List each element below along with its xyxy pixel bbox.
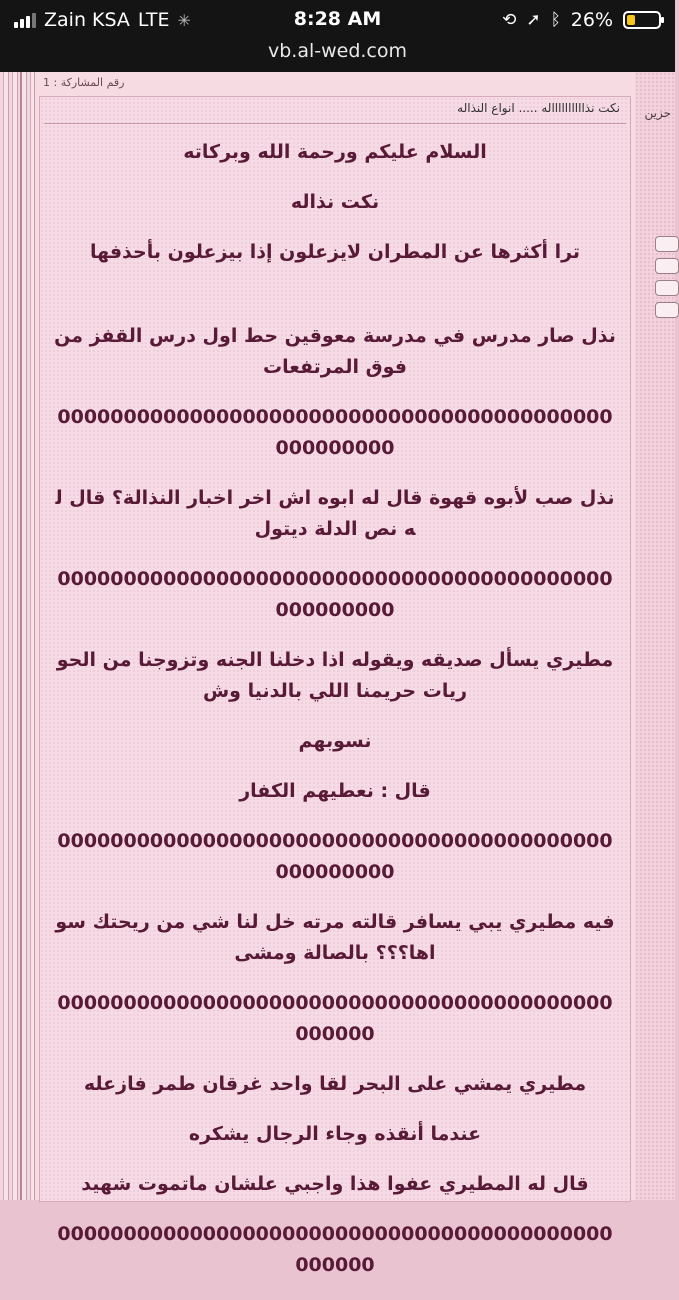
post-frame [34, 72, 636, 1276]
post-number[interactable]: رقم المشاركة : 1 [43, 76, 125, 89]
post-line: فيه مطيري يبي يسافر قالته مرته خل لنا شي من ريحتك سواها؟؟؟ بالصالة ومشى [55, 911, 615, 964]
post-title: نكت نذااااااااااله ..... انواع النذاله [457, 101, 620, 115]
post-line: ترا أكثرها عن المطران لايزعلون إذا بيزعلون بأحذفها [89, 241, 581, 263]
status-bar [0, 0, 675, 72]
user-title: حزين [644, 106, 671, 120]
profile-button[interactable] [655, 258, 679, 274]
address-bar[interactable]: vb.al-wed.com [267, 40, 408, 62]
battery-icon [623, 11, 661, 29]
orientation-lock-icon: ⟲ [502, 10, 517, 30]
post-line: مطيري يسأل صديقه ويقوله اذا دخلنا الجنه وتزوجنا من الحوريات حريمنا اللي بالدنيا وش [56, 649, 614, 702]
location-icon: ➚ [526, 10, 541, 30]
profile-button[interactable] [655, 302, 679, 318]
profile-button[interactable] [655, 236, 679, 252]
battery-fill [627, 15, 635, 25]
post-line: 000000000000000000000000000000000000000000000000000 [57, 406, 613, 459]
post-line: عندما أنقذه وجاء الرجال يشكره [188, 1123, 482, 1145]
post-line: قال له المطيري عفوا هذا واجبي علشان ماتموت شهيد [81, 1173, 589, 1195]
post-line: نسوبهم [298, 730, 372, 752]
post-line: 000000000000000000000000000000000000000000000000000 [57, 568, 613, 621]
post-line: نذل صب لأبوه قهوة قال له ابوه اش اخر اخبار النذالة؟ قال له نص الدلة ديتول [55, 487, 615, 540]
post-line: 000000000000000000000000000000000000000000000000000 [57, 830, 613, 883]
clock: 8:28 AM [293, 8, 382, 30]
left-border-line [20, 72, 22, 1200]
bluetooth-icon: ᛒ [550, 10, 561, 30]
post-line: نكت نذاله [290, 191, 380, 213]
post-content [39, 96, 631, 1276]
post-line: مطيري يمشي على البحر لقا واحد غرقان طمر فازعله [83, 1073, 587, 1095]
profile-button[interactable] [655, 280, 679, 296]
status-right [502, 9, 661, 31]
carrier-label: Zain KSA [44, 9, 130, 31]
blank-line [54, 287, 616, 321]
battery-percent: 26% [570, 9, 613, 31]
network-label: LTE [137, 9, 170, 31]
post-body [54, 137, 616, 1300]
post-line: قال : نعطيهم الكفار [239, 780, 431, 802]
post-line: السلام عليكم ورحمة الله وبركاته [183, 141, 487, 163]
user-info-column [635, 72, 675, 1200]
post-line: نذل صار مدرس في مدرسة معوقين حط اول درس القفز من فوق المرتفعات [54, 325, 616, 378]
loading-icon: ✳ [177, 10, 191, 30]
left-border-decoration [0, 72, 34, 1200]
post-line: 000000000000000000000000000000000000000000000000 [57, 992, 613, 1045]
post-line: 000000000000000000000000000000000000000000000000 [57, 1223, 613, 1276]
title-divider [44, 123, 626, 124]
